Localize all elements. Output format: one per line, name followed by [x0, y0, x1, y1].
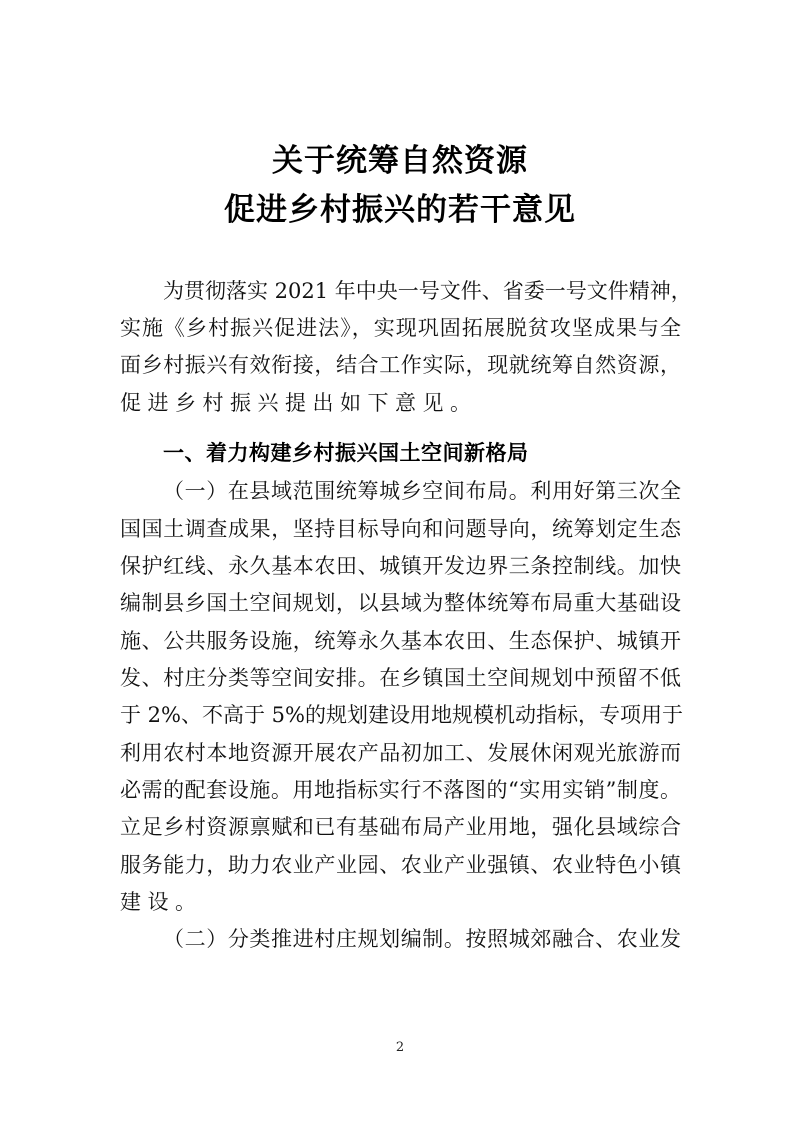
item1-paragraph-line: 编制县乡国土空间规划，以县域为整体统筹布局重大基础设: [120, 591, 681, 615]
intro-paragraph-line: 促进乡村振兴提出如下意见。: [120, 391, 478, 415]
intro-paragraph-line: 为贯彻落实 2021 年中央一号文件、省委一号文件精神，: [163, 279, 692, 303]
item1-paragraph-line: 于 2%、不高于 5%的规划建设用地规模机动指标，专项用于: [120, 703, 683, 727]
item1-paragraph-line: 必需的配套设施。用地指标实行不落图的“实用实销”制度。: [120, 778, 681, 802]
section-heading: 一、着力构建乡村振兴国土空间新格局: [163, 441, 529, 465]
item1-paragraph-line: 立足乡村资源禀赋和已有基础布局产业用地，强化县域综合: [120, 815, 681, 839]
intro-paragraph-line: 实施《乡村振兴促进法》，实现巩固拓展脱贫攻坚成果与全: [120, 316, 681, 340]
item1-paragraph-line: 建设。: [120, 890, 203, 914]
document-title-line-1: 关于统筹自然资源: [272, 143, 528, 179]
item1-paragraph-line: 施、公共服务设施，统筹永久基本农田、生态保护、城镇开: [120, 629, 681, 653]
intro-paragraph-line: 面乡村振兴有效衔接，结合工作实际，现就统筹自然资源，: [120, 353, 681, 377]
item2-paragraph-line: （二）分类推进村庄规划编制。按照城郊融合、农业发: [163, 927, 681, 951]
item1-paragraph-line: 国国土调查成果，坚持目标导向和问题导向，统筹划定生态: [120, 517, 681, 541]
document-title-line-2: 促进乡村振兴的若干意见: [224, 192, 576, 228]
item1-paragraph-line: 发、村庄分类等空间安排。在乡镇国土空间规划中预留不低: [120, 666, 681, 690]
item1-paragraph-line: 服务能力，助力农业产业园、农业产业强镇、农业特色小镇: [120, 853, 681, 877]
page-number: 2: [395, 1040, 405, 1055]
item1-paragraph-line: 保护红线、永久基本农田、城镇开发边界三条控制线。加快: [120, 554, 681, 578]
item1-paragraph-line: 利用农村本地资源开展农产品初加工、发展休闲观光旅游而: [120, 741, 681, 765]
item1-paragraph-line: （一）在县域范围统筹城乡空间布局。利用好第三次全: [163, 479, 681, 503]
